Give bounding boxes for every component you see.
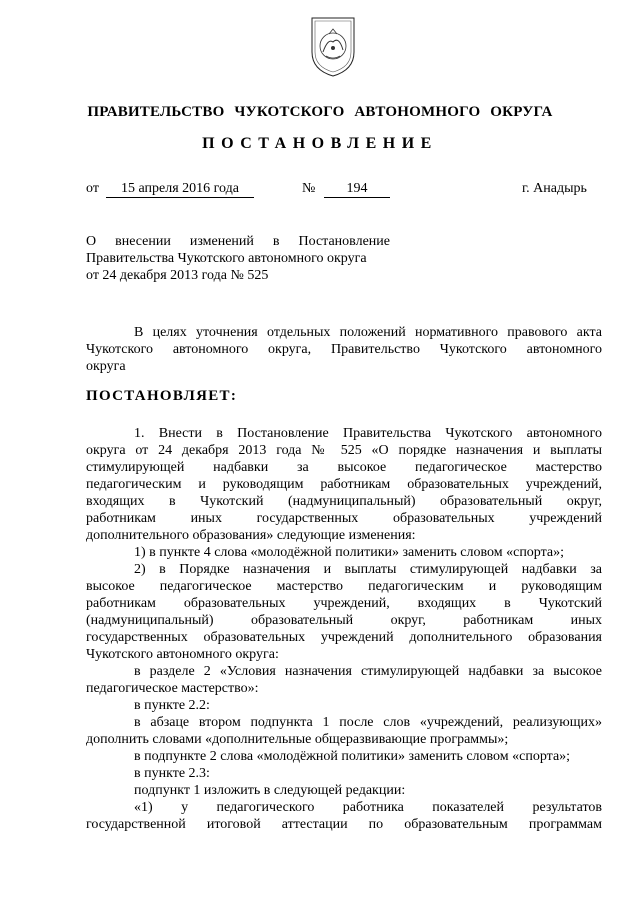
preamble-line: округа: [86, 359, 126, 374]
preamble: [86, 324, 602, 375]
body-line: в подпункте 2 слова «молодёжной политики» заменить словом «спорта»;: [134, 749, 571, 764]
document-date: 15 апреля 2016 года: [106, 181, 254, 198]
body-line: дополнительного образования» следующие изменения:: [86, 528, 416, 543]
document-number: 194: [324, 181, 390, 198]
body-line: в пункте 2.3:: [134, 766, 210, 781]
subject-line: Правительства Чукотского автономного округа: [86, 251, 367, 266]
body-line: дополнить словами «дополнительные общеразвивающие программы»;: [86, 732, 509, 747]
body-line: 1) в пункте 4 слова «молодёжной политики» заменить словом «спорта»;: [134, 545, 565, 560]
preamble-line: В целях уточнения отдельных положений нормативного правового акта: [134, 325, 602, 340]
body-line: в абзаце втором подпункта 1 после слов «учреждений, реализующих»: [134, 715, 602, 730]
body-line: государственной итоговой аттестации по образовательным программам: [86, 817, 602, 832]
government-title: ПРАВИТЕЛЬСТВО ЧУКОТСКОГО АВТОНОМНОГО ОКРУГА: [87, 104, 553, 120]
subject-line: О внесении изменений в Постановление: [86, 234, 390, 249]
body-line: высокое педагогическое мастерство педагогическим и руководящим: [86, 579, 602, 594]
body-line: в разделе 2 «Условия назначения стимулирующей надбавки за высокое: [134, 664, 602, 679]
document-subject: [86, 233, 390, 284]
date-prefix: от: [86, 181, 99, 196]
document-type-title: ПОСТАНОВЛЕНИЕ: [202, 135, 438, 152]
body-line: «1) у педагогического работника показателей результатов: [134, 800, 602, 815]
body-line: 2) в Порядке назначения и выплаты стимулирующей надбавки за: [134, 562, 602, 577]
decree-body: [86, 425, 602, 833]
decree-heading: ПОСТАНОВЛЯЕТ:: [86, 388, 238, 404]
body-line: стимулирующей надбавки за высокое педагогическое мастерство: [86, 460, 602, 475]
body-line: педагогическое мастерство»:: [86, 681, 259, 696]
preamble-line: Чукотского автономного округа, Правительство Чукотского автономного: [86, 342, 602, 357]
city: г. Анадырь: [522, 181, 587, 196]
coat-of-arms-emblem: [306, 12, 360, 78]
body-line: (надмуниципальный) образовательный округ, работникам иных: [86, 613, 602, 628]
body-line: работникам образовательных учреждений, входящих в Чукотский: [86, 596, 602, 611]
subject-line: от 24 декабря 2013 года № 525: [86, 268, 269, 283]
number-sign: №: [302, 181, 316, 196]
body-line: подпункт 1 изложить в следующей редакции:: [134, 783, 406, 798]
body-line: 1. Внести в Постановление Правительства Чукотского автономного: [134, 426, 602, 441]
body-line: округа от 24 декабря 2013 года № 525 «О порядке назначения и выплаты: [86, 443, 602, 458]
body-line: входящих в Чукотский (надмуниципальный) образовательный округ,: [86, 494, 602, 509]
body-line: Чукотского автономного округа:: [86, 647, 279, 662]
body-line: в пункте 2.2:: [134, 698, 210, 713]
body-line: государственных образовательных учреждений дополнительного образования: [86, 630, 602, 645]
body-line: педагогическим и руководящим работникам образовательных учреждений,: [86, 477, 602, 492]
body-line: работникам иных государственных образовательных учреждений: [86, 511, 602, 526]
